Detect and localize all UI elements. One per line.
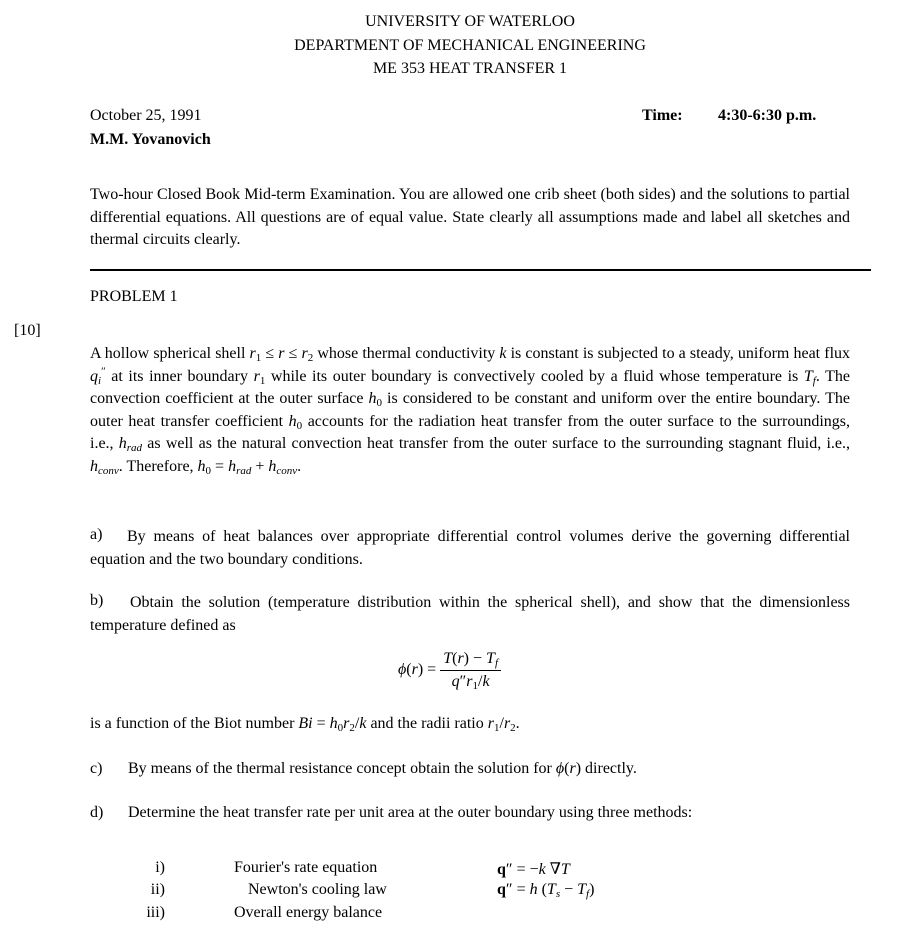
method-label: ii) (150, 881, 165, 898)
university-title: UNIVERSITY OF WATERLOO (365, 13, 575, 30)
part-a-text: By means of heat balances over appropriate differential control volumes derive the governing differential equation and the two boundary conditions. (90, 528, 850, 568)
newton-equation: q″ = h $(T_s - T_f)$ (497, 881, 595, 900)
method-name: Newton's cooling law (248, 881, 387, 898)
author: M.M. Yovanovich (90, 131, 211, 148)
part-d-text: Determine the heat transfer rate per unit area at the outer boundary using three methods: (128, 804, 693, 821)
department-title: DEPARTMENT OF MECHANICAL ENGINEERING (294, 37, 646, 54)
divider (90, 269, 871, 271)
problem-marks: [10] (14, 322, 41, 339)
fourier-equation: q″ = −k ∇T (497, 861, 570, 878)
instructions: Two-hour Closed Book Mid-term Examination. You are allowed one crib sheet (both sides) and the solutions to partial differential equations. All questions are of equal value. State clearly all assumptions made and label all sketches and thermal circuits clearly. (90, 186, 850, 249)
part-b-text: Obtain the solution (temperature distribution within the spherical shell), and show that the dimensionless temperature defined as (90, 594, 850, 634)
method-label: iii) (146, 904, 165, 921)
part-c-text: By means of the thermal resistance concept obtain the solution for ϕ(r) directly. (128, 760, 637, 777)
course-title: ME 353 HEAT TRANSFER 1 (372, 60, 568, 77)
time-label: Time: (642, 107, 683, 124)
part-b-conclusion: is a function of the Biot number $Bi = h_0r_2/k$ and the radii ratio $r_1/r_2$. (90, 715, 520, 734)
problem-title: PROBLEM 1 (90, 288, 178, 305)
method-label: i) (155, 859, 165, 876)
time-value: 4:30-6:30 p.m. (718, 107, 817, 124)
part-b-label: b) (90, 592, 104, 609)
part-a-label: a) (90, 526, 103, 543)
phi-equation: ϕ(r) = $\frac{T(r) - T_f}{q''r_1/k}$ (398, 650, 501, 691)
method-name: Overall energy balance (234, 904, 383, 921)
problem-statement: A hollow spherical shell $r_1 \le r \le r_2$ whose thermal conductivity k is constant is subjected to a steady, uniform heat flux $q_i''$ at its inner boundary $r_1$ while its outer boundary is convectively cooled by a fluid whose temperature is $T_f$. The convection coefficient at the outer surface $h_0$ is considered to be constant and uniform over the entire boundary. The outer heat transfer coefficient $h_0$ accounts for the radiation heat transfer from the outer surface to the surroundings, i.e., $h_{rad}$ as well as the natural convection heat transfer from the outer surface to the surrounding stagnant fluid, i.e., $h_{conv}$. Therefore, $h_0 = h_{rad} + h_{conv}$. (90, 345, 851, 477)
part-d-label: d) (90, 804, 104, 821)
part-c-label: c) (90, 760, 103, 777)
method-name: Fourier's rate equation (234, 859, 378, 876)
exam-date: October 25, 1991 (90, 107, 202, 124)
